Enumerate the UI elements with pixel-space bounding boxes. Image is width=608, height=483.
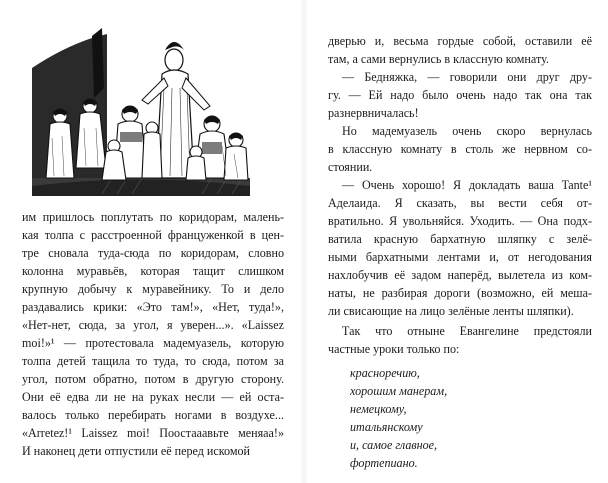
right-page xyxy=(328,0,592,483)
illustration-engraving xyxy=(32,28,250,196)
text-line: частные уроки только по: xyxy=(328,342,460,356)
lesson-item: хорошим манерам, xyxy=(350,384,448,398)
text-line: угол, потом обратно, потом в другую сторону. xyxy=(22,372,284,386)
text-line: вратильно. Я увольняйся. Уходить. — Она подх- xyxy=(328,214,592,228)
text-line: колонна муравьёв, которая тащит слишком xyxy=(22,264,284,278)
lesson-item: и, самое главное, xyxy=(350,438,438,452)
text-line: гу. — Ей надо было очень надо так она так xyxy=(328,88,592,102)
text-line: дверью и, весьма гордые собой, оставили её xyxy=(328,34,592,48)
gutter-shadow xyxy=(300,0,308,483)
text-line: «Нет-нет, сюда, за угол, я уверен...». «Laissez xyxy=(22,318,284,332)
text-line: ными бархатными лентами и, от негодования xyxy=(328,250,592,264)
lesson-item: немецкому, xyxy=(350,402,407,416)
lesson-item: итальянскому xyxy=(350,420,423,434)
text-line: раздавались крики: «Это там!», «Нет, туда!», xyxy=(22,300,284,314)
text-line: кая толпа с расстроенной француженкой в цен- xyxy=(22,228,284,242)
text-line: И наконец дети отпустили её перед искомой xyxy=(22,444,251,458)
text-line: им пришлось поплутать по коридорам, малень- xyxy=(22,210,284,224)
text-line: в классную комнату в столь же нервном со- xyxy=(328,142,592,156)
text-line: — Очень хорошо! Я докладать ваша Tante¹ xyxy=(342,178,592,192)
text-line: Так что отныне Евангелине предстояли xyxy=(342,324,592,338)
text-line: ли свисающие на лицо зелёные ленты шляпки). xyxy=(328,304,574,318)
text-line: толпа детей тащила то туда, то сюда, потом за xyxy=(22,354,284,368)
text-line: — Бедняжка, — говорили они друг дру- xyxy=(342,70,592,84)
text-line: Но мадемуазель очень скоро вернулась xyxy=(342,124,592,138)
text-line: наты, не разбирая дороги (возможно, ей меша- xyxy=(328,286,592,300)
text-line: moi!»¹ — протестовала мадемуазель, которую xyxy=(22,336,284,350)
text-line: стоянии. xyxy=(328,160,373,174)
text-line: «Arretez!¹ Laissez moi! Поостааавьте меняаа!» xyxy=(22,426,284,440)
text-line: крупную добычу к муравейнику. То и дело xyxy=(22,282,284,296)
text-line: тре сновала туда-сюда по коридорам, словно xyxy=(22,246,284,260)
text-line: Аделаида. Я сказать, вы вести себя от- xyxy=(328,196,592,210)
text-line: валось только перебирать ногами в воздухе... xyxy=(22,408,284,422)
text-line: разнервничалась! xyxy=(328,106,419,120)
text-line: там, а сами вернулись в классную комнату. xyxy=(328,52,549,66)
text-line: ватила красную бархатную шляпку с зелё- xyxy=(328,232,592,246)
left-page xyxy=(22,0,284,483)
lesson-item: красноречию, xyxy=(350,366,420,380)
text-line: нахлобучив её задом наперёд, вылетела из ком- xyxy=(328,268,592,282)
text-line: Они её едва ли не на руках несли — ей оста- xyxy=(22,390,284,404)
lesson-item: фортепиано. xyxy=(350,456,418,470)
